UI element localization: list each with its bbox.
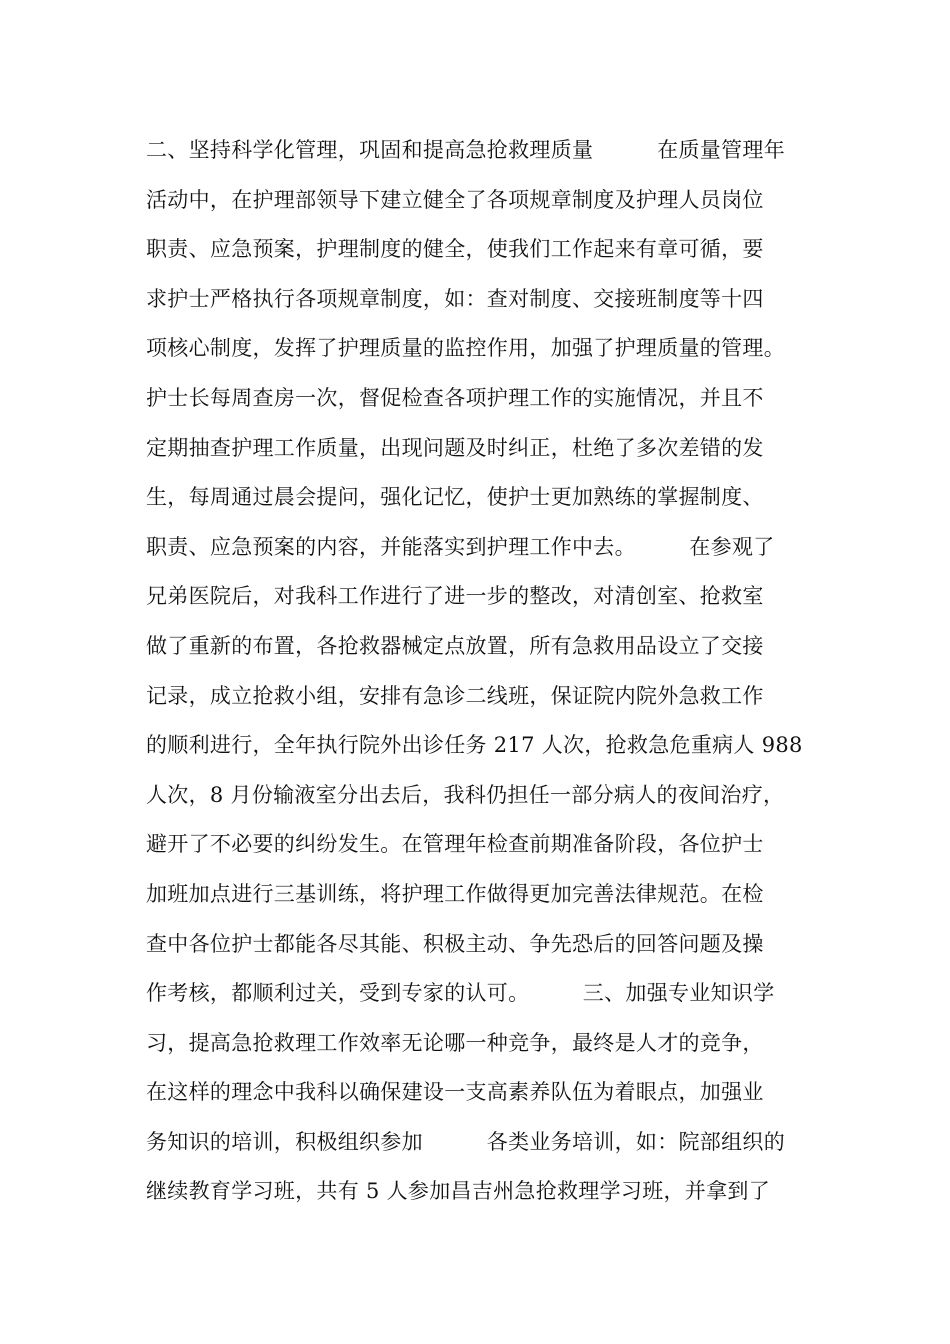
text-line: 求护士严格执行各项规章制度，如：查对制度、交接班制度等十四 xyxy=(146,286,764,311)
text-line: 的顺利进行，全年执行院外出诊任务 217 人次，抢救急危重病人 988 xyxy=(146,733,803,758)
text-line: 护士长每周查房一次，督促检查各项护理工作的实施情况，并且不 xyxy=(146,385,764,410)
text-line: 人次，8 月份输液室分出去后，我科仍担任一部分病人的夜间治疗， xyxy=(146,782,785,807)
text-line: 加班加点进行三基训练，将护理工作做得更加完善法律规范。在检 xyxy=(146,881,764,906)
text-line: 活动中，在护理部领导下建立健全了各项规章制度及护理人员岗位 xyxy=(146,187,764,212)
text-line: 在这样的理念中我科以确保建设一支高素养队伍为着眼点，加强业 xyxy=(146,1080,764,1105)
document-body xyxy=(146,126,816,1217)
text-line: 生，每周通过晨会提问，强化记忆，使护士更加熟练的掌握制度、 xyxy=(146,485,764,510)
text-line: 定期抽查护理工作质量，出现问题及时纠正，杜绝了多次差错的发 xyxy=(146,435,764,460)
text-line: 职责、应急预案，护理制度的健全，使我们工作起来有章可循，要 xyxy=(146,237,764,262)
text-line: 作考核，都顺利过关，受到专家的认可。 三、加强专业知识学 xyxy=(146,981,775,1006)
text-line: 项核心制度，发挥了护理质量的监控作用，加强了护理质量的管理。 xyxy=(146,336,785,361)
text-line: 兄弟医院后，对我科工作进行了进一步的整改，对清创室、抢救室 xyxy=(146,584,764,609)
text-line: 务知识的培训，积极组织参加 各类业务培训，如：院部组织的 xyxy=(146,1129,785,1154)
text-line: 查中各位护士都能各尽其能、积极主动、争先恐后的回答问题及操 xyxy=(146,931,764,956)
text-line: 记录，成立抢救小组，安排有急诊二线班，保证院内院外急救工作 xyxy=(146,683,764,708)
text-line: 避开了不必要的纠纷发生。在管理年检查前期准备阶段，各位护士 xyxy=(146,832,764,857)
text-line: 继续教育学习班，共有 5 人参加昌吉州急抢救理学习班，并拿到了 xyxy=(146,1179,771,1204)
text-line: 职责、应急预案的内容，并能落实到护理工作中去。 在参观了 xyxy=(146,534,775,559)
text-line: 习，提高急抢救理工作效率无论哪一种竞争，最终是人才的竞争， xyxy=(146,1030,764,1055)
text-line: 做了重新的布置，各抢救器械定点放置，所有急救用品设立了交接 xyxy=(146,633,764,658)
text-line: 二、坚持科学化管理，巩固和提高急抢救理质量 在质量管理年 xyxy=(146,138,785,162)
